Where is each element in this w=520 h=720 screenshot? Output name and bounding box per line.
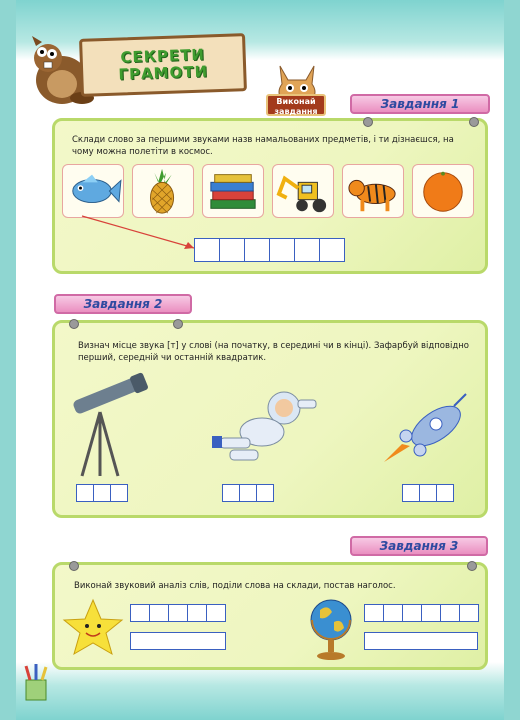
sound-cell[interactable] xyxy=(149,604,169,622)
answer-cell[interactable] xyxy=(319,238,345,262)
sound-position-cell[interactable] xyxy=(436,484,454,502)
pin-icon xyxy=(363,117,373,127)
sound-cell[interactable] xyxy=(168,604,188,622)
orange-icon xyxy=(413,165,473,217)
telescope-sound-cells[interactable] xyxy=(76,484,127,502)
task-2-tag: Завдання 2 xyxy=(54,294,192,314)
orange-picture xyxy=(412,164,474,218)
sound-position-cell[interactable] xyxy=(239,484,257,502)
title-line-1: СЕКРЕТИ xyxy=(120,45,206,67)
sound-position-cell[interactable] xyxy=(222,484,240,502)
star-syllable-box[interactable] xyxy=(130,632,226,650)
tiger-picture xyxy=(342,164,404,218)
rocket-sound-cells[interactable] xyxy=(402,484,453,502)
sound-cell[interactable] xyxy=(187,604,207,622)
sound-cell[interactable] xyxy=(402,604,422,622)
sound-cell[interactable] xyxy=(459,604,479,622)
telescope-icon xyxy=(62,368,152,480)
answer-cell[interactable] xyxy=(194,238,220,262)
tiger-icon xyxy=(343,165,403,217)
left-border xyxy=(0,0,16,720)
sound-position-cell[interactable] xyxy=(110,484,128,502)
globe-sound-cells[interactable] xyxy=(364,604,478,622)
sound-position-cell[interactable] xyxy=(256,484,274,502)
title-line-2: ГРАМОТИ xyxy=(118,62,209,84)
pineapple-icon xyxy=(133,165,193,217)
astronaut-sound-cells[interactable] xyxy=(222,484,273,502)
sound-cell[interactable] xyxy=(421,604,441,622)
sound-cell[interactable] xyxy=(364,604,384,622)
task-3-instruction: Виконай звуковий аналіз слів, поділи слова на склади, постав наголос. xyxy=(74,581,396,591)
globe-icon xyxy=(306,594,356,662)
rocket-icon xyxy=(380,392,470,472)
star-sound-cells[interactable] xyxy=(130,604,225,622)
sound-position-cell[interactable] xyxy=(93,484,111,502)
task-2-instruction: Визнач місце звука [т] у слові (на початку, в середині чи в кінці). Зафарбуй відповідно перший, середній чи останній квадратик. xyxy=(78,341,470,363)
pin-icon xyxy=(467,561,477,571)
sound-cell[interactable] xyxy=(440,604,460,622)
pin-icon xyxy=(173,319,183,329)
globe-syllable-box[interactable] xyxy=(364,632,478,650)
pin-icon xyxy=(469,117,479,127)
star-icon xyxy=(62,598,124,656)
badge-line-1: Виконай xyxy=(276,97,316,106)
pencil-cup-icon xyxy=(16,664,56,704)
answer-cell[interactable] xyxy=(244,238,270,262)
answer-cell[interactable] xyxy=(219,238,245,262)
excavator-picture xyxy=(272,164,334,218)
arrow-icon xyxy=(80,212,210,262)
do-task-badge xyxy=(266,94,326,116)
badge-line-2: завдання xyxy=(274,107,318,116)
sound-position-cell[interactable] xyxy=(402,484,420,502)
task-3-tag: Завдання 3 xyxy=(350,536,488,556)
right-border xyxy=(504,0,520,720)
books-icon xyxy=(203,165,263,217)
sound-cell[interactable] xyxy=(130,604,150,622)
pineapple-picture xyxy=(132,164,194,218)
sound-position-cell[interactable] xyxy=(76,484,94,502)
astronaut-icon xyxy=(210,386,320,468)
fish-icon xyxy=(63,165,123,217)
excavator-icon xyxy=(273,165,333,217)
answer-cell[interactable] xyxy=(269,238,295,262)
title-banner xyxy=(79,33,247,97)
task-1-instruction: Склади слово за першими звуками назв намальованих предметів, і ти дізнаєшся, на чому можна полетіти в космос. xyxy=(72,135,454,157)
task-1-answer-cells[interactable] xyxy=(194,238,344,262)
task-1-tag: Завдання 1 xyxy=(350,94,490,114)
answer-cell[interactable] xyxy=(294,238,320,262)
bottom-border-decoration xyxy=(0,662,520,720)
sound-cell[interactable] xyxy=(383,604,403,622)
fish-picture xyxy=(62,164,124,218)
pin-icon xyxy=(69,319,79,329)
pin-icon xyxy=(69,561,79,571)
sound-position-cell[interactable] xyxy=(419,484,437,502)
books-picture xyxy=(202,164,264,218)
sound-cell[interactable] xyxy=(206,604,226,622)
